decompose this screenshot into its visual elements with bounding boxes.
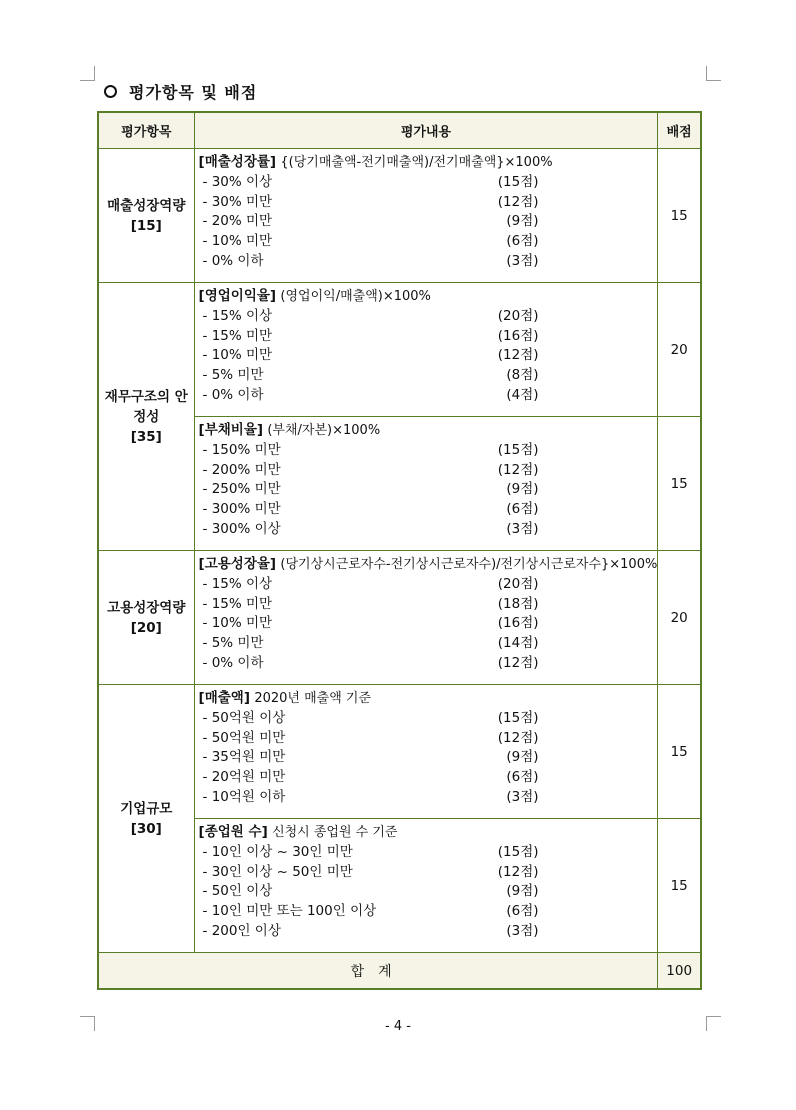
score-line [199, 366, 658, 386]
criterion-cell [194, 551, 658, 685]
criterion-formula: (영업이익/매출액)×100% [280, 289, 431, 304]
score-line [199, 575, 658, 595]
criterion-cell [194, 149, 658, 283]
score-condition: - 50억원 이상 [202, 710, 286, 726]
score-line [199, 173, 658, 193]
table-row [98, 149, 701, 283]
score-value: (20점) [497, 308, 539, 324]
score-line [199, 654, 658, 674]
criterion-heading [199, 286, 658, 307]
score-condition: - 35억원 미만 [202, 749, 286, 766]
score-condition: - 10인 이상 ~ 30인 미만 [202, 844, 353, 860]
page-number: - 4 - [385, 1019, 411, 1034]
score-condition: - 200% 미만 [202, 461, 281, 478]
score-condition: - 30% 이상 [202, 174, 273, 190]
criterion-points: 15 [658, 149, 701, 283]
criterion-points: 20 [658, 283, 701, 417]
criterion-points: 15 [658, 819, 701, 953]
score-condition: - 50인 이상 [202, 883, 273, 900]
score-line [199, 193, 658, 213]
score-value: (15점) [497, 844, 539, 860]
score-value: (3점) [506, 520, 539, 537]
score-line [199, 634, 658, 654]
score-condition: - 10% 미만 [202, 615, 273, 632]
criterion-formula: 신청시 종업원 수 기준 [272, 825, 398, 840]
corner-mark-top-left [80, 66, 95, 81]
category-points: [15] [130, 217, 162, 234]
criterion-label: [매출성장률] [198, 154, 277, 170]
score-value: (14점) [497, 635, 539, 652]
score-condition: - 150% 미만 [202, 442, 281, 458]
category-cell [98, 685, 194, 953]
score-line [199, 461, 658, 481]
score-value: (6점) [506, 233, 539, 250]
score-condition: - 200인 이상 [202, 922, 281, 939]
criterion-cell [194, 685, 658, 819]
total-row [98, 953, 701, 990]
criterion-heading [199, 554, 658, 575]
score-value: (4점) [506, 386, 539, 403]
score-value: (16점) [497, 327, 539, 344]
score-condition: - 10인 미만 또는 100인 이상 [202, 903, 377, 920]
score-condition: - 300% 미만 [202, 501, 281, 518]
score-condition: - 10억원 이하 [202, 788, 286, 805]
category-points: [20] [130, 619, 162, 636]
category-points: [35] [130, 428, 162, 445]
category-cell [98, 283, 194, 551]
score-condition: - 0% 이하 [202, 386, 264, 403]
score-line [199, 614, 658, 634]
evaluation-table [97, 111, 702, 990]
section-title: 평가항목 및 배점 [129, 83, 258, 102]
score-line [199, 346, 658, 366]
category-cell [98, 551, 194, 685]
criterion-formula: (당기상시근로자수-전기상시근로자수)/전기상시근로자수}×100% [280, 557, 658, 572]
criterion-formula: (부채/자본)×100% [267, 423, 381, 438]
section-heading [104, 80, 257, 103]
score-line [199, 212, 658, 232]
score-condition: - 300% 이상 [202, 520, 281, 537]
score-value: (18점) [497, 595, 539, 612]
score-line [199, 386, 658, 406]
score-value: (6점) [506, 769, 539, 786]
score-value: (9점) [506, 883, 539, 900]
score-value: (12점) [497, 347, 539, 364]
score-line [199, 922, 658, 942]
score-line [199, 595, 658, 615]
score-condition: - 30인 이상 ~ 50인 미만 [202, 863, 353, 880]
score-condition: - 5% 미만 [202, 367, 264, 384]
score-value: (9점) [506, 213, 539, 230]
criterion-heading [199, 420, 658, 441]
criterion-label: [매출액] [198, 690, 251, 706]
score-value: (8점) [506, 367, 539, 384]
total-points: 100 [658, 953, 701, 990]
header-category: 평가항목 [98, 112, 194, 149]
category-points: [30] [130, 820, 162, 837]
total-label: 합계 [98, 953, 658, 990]
score-condition: - 15% 이상 [202, 576, 273, 592]
score-line [199, 327, 658, 347]
score-condition: - 10% 미만 [202, 233, 273, 250]
criterion-label: [종업원 수] [198, 824, 268, 840]
criterion-points: 15 [658, 685, 701, 819]
score-condition: - 30% 미만 [202, 193, 273, 210]
score-line [199, 788, 658, 808]
criterion-formula: 2020년 매출액 기준 [254, 691, 372, 706]
score-line [199, 520, 658, 540]
score-value: (6점) [506, 903, 539, 920]
score-value: (3점) [506, 788, 539, 805]
score-value: (15점) [497, 442, 539, 458]
category-name: 재무구조의 안정성 [104, 388, 188, 425]
score-line [199, 252, 658, 272]
table-row [98, 685, 701, 819]
score-line [199, 902, 658, 922]
score-line [199, 843, 658, 863]
score-value: (12점) [497, 461, 539, 478]
score-line [199, 307, 658, 327]
score-value: (12점) [497, 863, 539, 880]
criterion-points: 15 [658, 417, 701, 551]
score-condition: - 20억원 미만 [202, 769, 286, 786]
score-line [199, 500, 658, 520]
criterion-heading [199, 688, 658, 709]
score-line [199, 709, 658, 729]
score-condition: - 50억원 미만 [202, 729, 286, 746]
category-cell [98, 149, 194, 283]
corner-mark-top-right [706, 66, 721, 81]
score-condition: - 0% 이하 [202, 654, 264, 671]
score-line [199, 441, 658, 461]
score-value: (9점) [506, 481, 539, 498]
score-line [199, 480, 658, 500]
criterion-label: [고용성장율] [198, 556, 277, 572]
score-value: (6점) [506, 501, 539, 518]
score-condition: - 0% 이하 [202, 252, 264, 269]
header-points: 배점 [658, 112, 701, 149]
score-condition: - 250% 미만 [202, 481, 281, 498]
category-name: 기업규모 [120, 800, 173, 817]
score-condition: - 10% 미만 [202, 347, 273, 364]
score-line [199, 882, 658, 902]
table-header-row [98, 112, 701, 149]
criterion-cell [194, 819, 658, 953]
score-value: (15점) [497, 174, 539, 190]
score-condition: - 5% 미만 [202, 635, 264, 652]
score-value: (9점) [506, 749, 539, 766]
table-row [98, 551, 701, 685]
score-value: (12점) [497, 193, 539, 210]
score-value: (20점) [497, 576, 539, 592]
category-name: 매출성장역량 [107, 197, 186, 214]
score-condition: - 15% 미만 [202, 595, 273, 612]
score-value: (12점) [497, 654, 539, 671]
score-condition: - 20% 미만 [202, 213, 273, 230]
score-line [199, 729, 658, 749]
category-name: 고용성장역량 [107, 599, 186, 616]
criterion-formula: {(당기매출액-전기매출액)/전기매출액}×100% [280, 155, 553, 170]
score-value: (3점) [506, 922, 539, 939]
circle-bullet-icon [104, 85, 117, 98]
score-line [199, 748, 658, 768]
score-value: (15점) [497, 710, 539, 726]
header-content: 평가내용 [194, 112, 658, 149]
score-condition: - 15% 미만 [202, 327, 273, 344]
score-line [199, 768, 658, 788]
criterion-cell [194, 417, 658, 551]
score-line [199, 232, 658, 252]
criterion-points: 20 [658, 551, 701, 685]
score-line [199, 863, 658, 883]
criterion-label: [부채비율] [198, 422, 264, 438]
criterion-label: [영업이익율] [198, 288, 277, 304]
criterion-cell [194, 283, 658, 417]
score-value: (16점) [497, 615, 539, 632]
score-condition: - 15% 이상 [202, 308, 273, 324]
criterion-heading [199, 822, 658, 843]
table-row [98, 283, 701, 417]
criterion-heading [199, 152, 658, 173]
score-value: (3점) [506, 252, 539, 269]
score-value: (12점) [497, 729, 539, 746]
